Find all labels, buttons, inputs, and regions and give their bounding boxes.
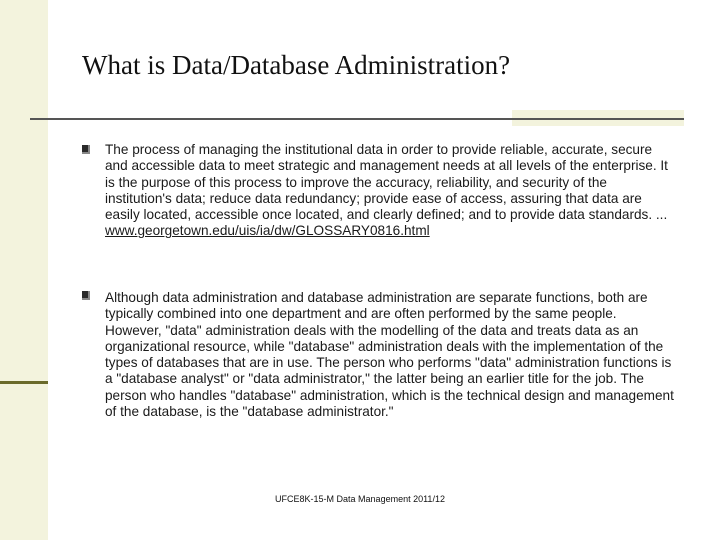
square-bullet-icon — [82, 291, 91, 301]
glossary-link[interactable]: www.georgetown.edu/uis/ia/dw/GLOSSARY0816.html — [105, 223, 430, 239]
slide-title: What is Data/Database Administration? — [82, 50, 511, 80]
bullet-1-text: The process of managing the institutional data in order to provide reliable, accurate, secure and accessible data to meet strategic and management needs at all levels of the enterprise. It is the purpose of this process to improve the accuracy, reliability, and security of the institution's data; reduce data redundancy; provide ease of access, assuring that data are easily located, accessible once located, and clearly defined; and to provide data standards. ... — [105, 142, 668, 223]
left-decorative-band — [0, 0, 48, 540]
square-bullet-icon — [82, 145, 91, 155]
bullet-paragraph-2 — [105, 290, 677, 420]
title-rule — [30, 118, 684, 120]
bullet-paragraph-1 — [105, 142, 677, 240]
bullet-2-text: Although data administration and database administration are separate functions, both are typically combined into one department and are often performed by the same people. However, "data" administration deals with the modelling of the data and treats data as an organizational resource, while "database" administration deals with the implementation of the types of databases that are in use. The person who performs "data" administration functions is a "database analyst" or "data administrator," the latter being an earlier title for the job. The person who handles "database" administration, which is the technical design and management of the database, is the "database administrator." — [105, 290, 674, 420]
slide-footer: UFCE8K-15-M Data Management 2011/12 — [275, 494, 445, 504]
left-band-mark — [0, 381, 48, 384]
